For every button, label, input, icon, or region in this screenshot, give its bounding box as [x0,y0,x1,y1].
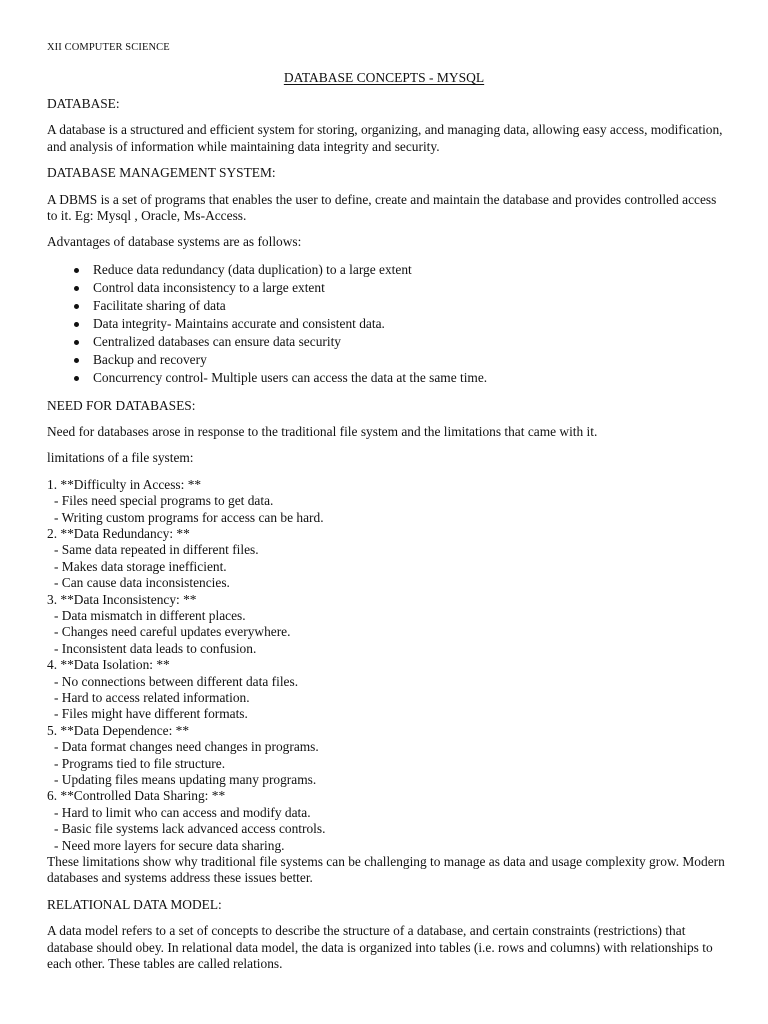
limitation-title: 4. **Data Isolation: ** [47,657,170,673]
advantage-item: Concurrency control- Multiple users can access the data at the same time. [47,369,727,387]
limitation-title: 1. **Difficulty in Access: ** [47,476,202,492]
limitation-point: - Makes data storage inefficient. [54,558,227,574]
limitation-point: - Can cause data inconsistencies. [54,575,230,591]
limitation-title: 2. **Data Redundancy: ** [47,525,190,541]
limitation-point: - Files might have different formats. [54,706,248,722]
limitation-point: - Hard to limit who can access and modify data. [54,804,311,820]
limitation-point: - Writing custom programs for access can be hard. [54,509,324,525]
limitations-intro: limitations of a file system: [47,450,194,466]
limitation-title: 6. **Controlled Data Sharing: ** [47,788,226,804]
document-title: DATABASE CONCEPTS - MYSQL [283,70,485,85]
limitation-title: 5. **Data Dependence: ** [47,722,190,738]
limitation-point: - No connections between different data files. [54,673,299,689]
limitation-point: - Basic file systems lack advanced access controls. [54,821,326,837]
need-text: Need for databases arose in response to the traditional file system and the limitations that came with it. [47,423,598,439]
relational-definition: A data model refers to a set of concepts to describe the structure of a database, and certain constraints (restrictions) that database should obey. In relational data model, the data is organized into tables (i.e. rows and columns) with relationships to each other. These tables are called relations. [47,923,713,972]
advantage-item: Reduce data redundancy (data duplication) to a large extent [47,261,727,279]
section-heading-database: DATABASE: [47,96,120,111]
limitation-point: - Updating files means updating many programs. [54,772,317,788]
limitation-point: - Same data repeated in different files. [54,542,259,558]
dbms-definition: A DBMS is a set of programs that enables the user to define, create and maintain the database and provides controlled access to it. Eg: Mysql , Oracle, Ms-Access. [47,191,717,224]
page-header: XII COMPUTER SCIENCE [47,42,170,53]
document-body [47,96,727,983]
advantage-item: Facilitate sharing of data [47,297,727,315]
limitation-point: - Inconsistent data leads to confusion. [54,640,257,656]
limitation-title: 3. **Data Inconsistency: ** [47,591,197,607]
limitations-conclusion: These limitations show why traditional file systems can be challenging to manage as data and usage complexity grow. Modern databases and systems address these issues better. [47,854,725,886]
advantage-item: Centralized databases can ensure data security [47,333,727,351]
section-heading-relational: RELATIONAL DATA MODEL: [47,896,222,912]
limitation-point: - Need more layers for secure data sharing. [54,837,285,853]
database-definition: A database is a structured and efficient system for storing, organizing, and managing data, allowing easy access, modification, and analysis of information while maintaining data integrity and security. [47,122,723,154]
limitation-point: - Data format changes need changes in programs. [54,739,319,755]
advantages-intro: Advantages of database systems are as follows: [47,234,302,250]
limitation-point: - Files need special programs to get data. [54,493,274,509]
advantage-item: Data integrity- Maintains accurate and consistent data. [47,315,727,333]
limitation-point: - Data mismatch in different places. [54,607,246,623]
advantage-item: Backup and recovery [47,351,727,369]
section-heading-dbms: DATABASE MANAGEMENT SYSTEM: [47,165,276,181]
section-heading-need: NEED FOR DATABASES: [47,397,196,413]
advantage-item: Control data inconsistency to a large extent [47,279,727,297]
advantages-list [47,261,727,388]
limitations-list [47,477,727,854]
limitation-point: - Hard to access related information. [54,690,250,705]
limitation-point: - Programs tied to file structure. [54,755,226,771]
limitation-point: - Changes need careful updates everywhere. [54,624,291,640]
